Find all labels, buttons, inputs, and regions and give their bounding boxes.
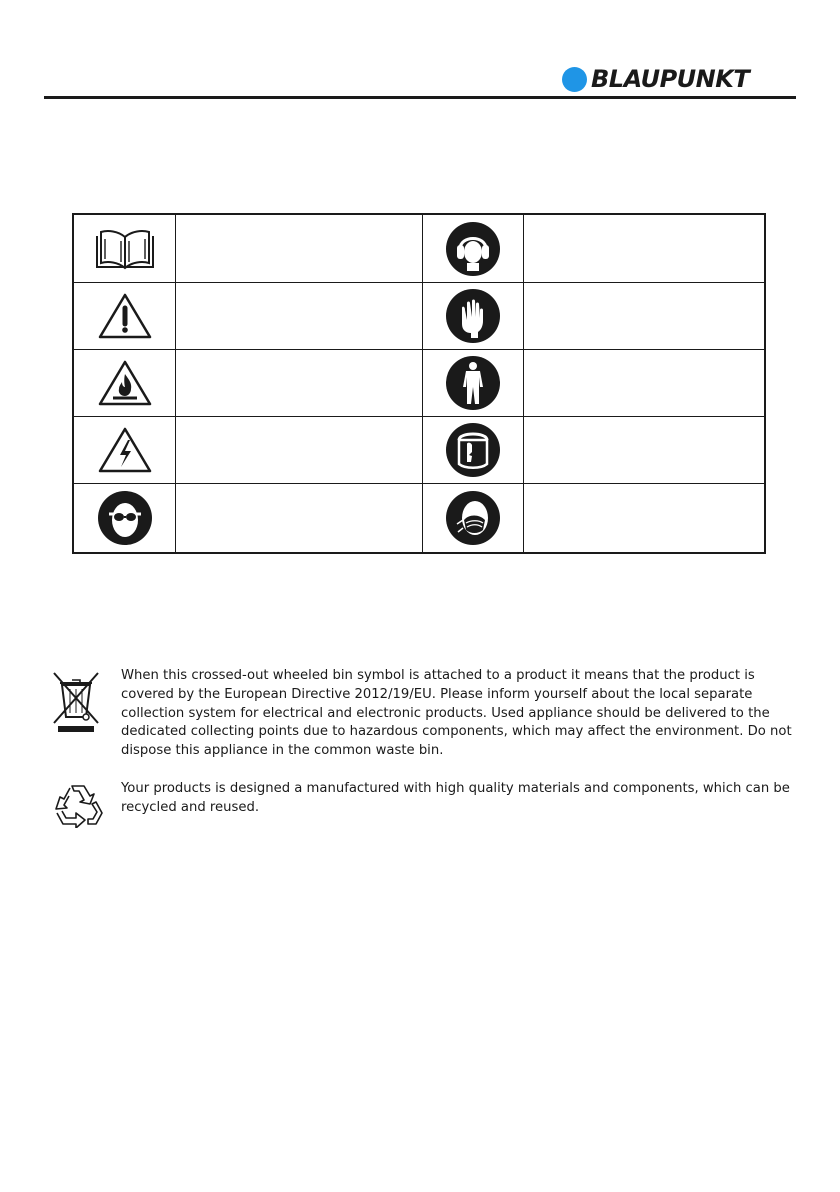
table-row [74,215,764,283]
safety-symbols-table [72,213,766,554]
symbol-label [175,483,422,552]
table-row [74,349,764,417]
recycle-icon [52,782,104,832]
table-row [74,416,764,484]
crossed-out-bin-icon [52,671,100,737]
symbol-label [523,349,764,416]
eye-protection-icon [74,483,175,552]
table-row [74,282,764,350]
brand-logo [562,66,749,92]
recycling-info [52,780,792,830]
brand-name: BLAUPUNKT [591,65,750,93]
protective-clothing-icon [422,349,523,416]
protective-gloves-icon [422,282,523,349]
disposal-text: When this crossed-out wheeled bin symbol is attached to a product it means that the product is covered by the European Directive 2012/19/EU. Please inform yourself about the local separate collection system for electrical and electronic products. Used appliance should be delivered to the dedicated collecting points due to hazardous components, which may affect the environment. Do not dispose this appliance in the common waste bin. [121,668,792,759]
symbol-label [523,483,764,552]
dust-mask-icon [422,483,523,552]
table-row [74,483,764,552]
symbol-label [523,282,764,349]
symbol-label [175,215,422,282]
symbol-label [523,215,764,282]
symbol-label [523,416,764,483]
recycling-text: Your products is designed a manufactured with high quality materials and components, which can be recycled and reused. [121,781,790,815]
electric-shock-warning-icon [74,416,175,483]
header-divider [44,96,796,99]
general-warning-icon [74,282,175,349]
logo-dot-icon [562,67,587,92]
ear-protection-icon [422,215,523,282]
symbol-label [175,282,422,349]
read-manual-icon [74,215,175,282]
disposal-info [52,667,792,767]
flammable-warning-icon [74,349,175,416]
symbol-label [175,416,422,483]
face-shield-icon [422,416,523,483]
symbol-label [175,349,422,416]
